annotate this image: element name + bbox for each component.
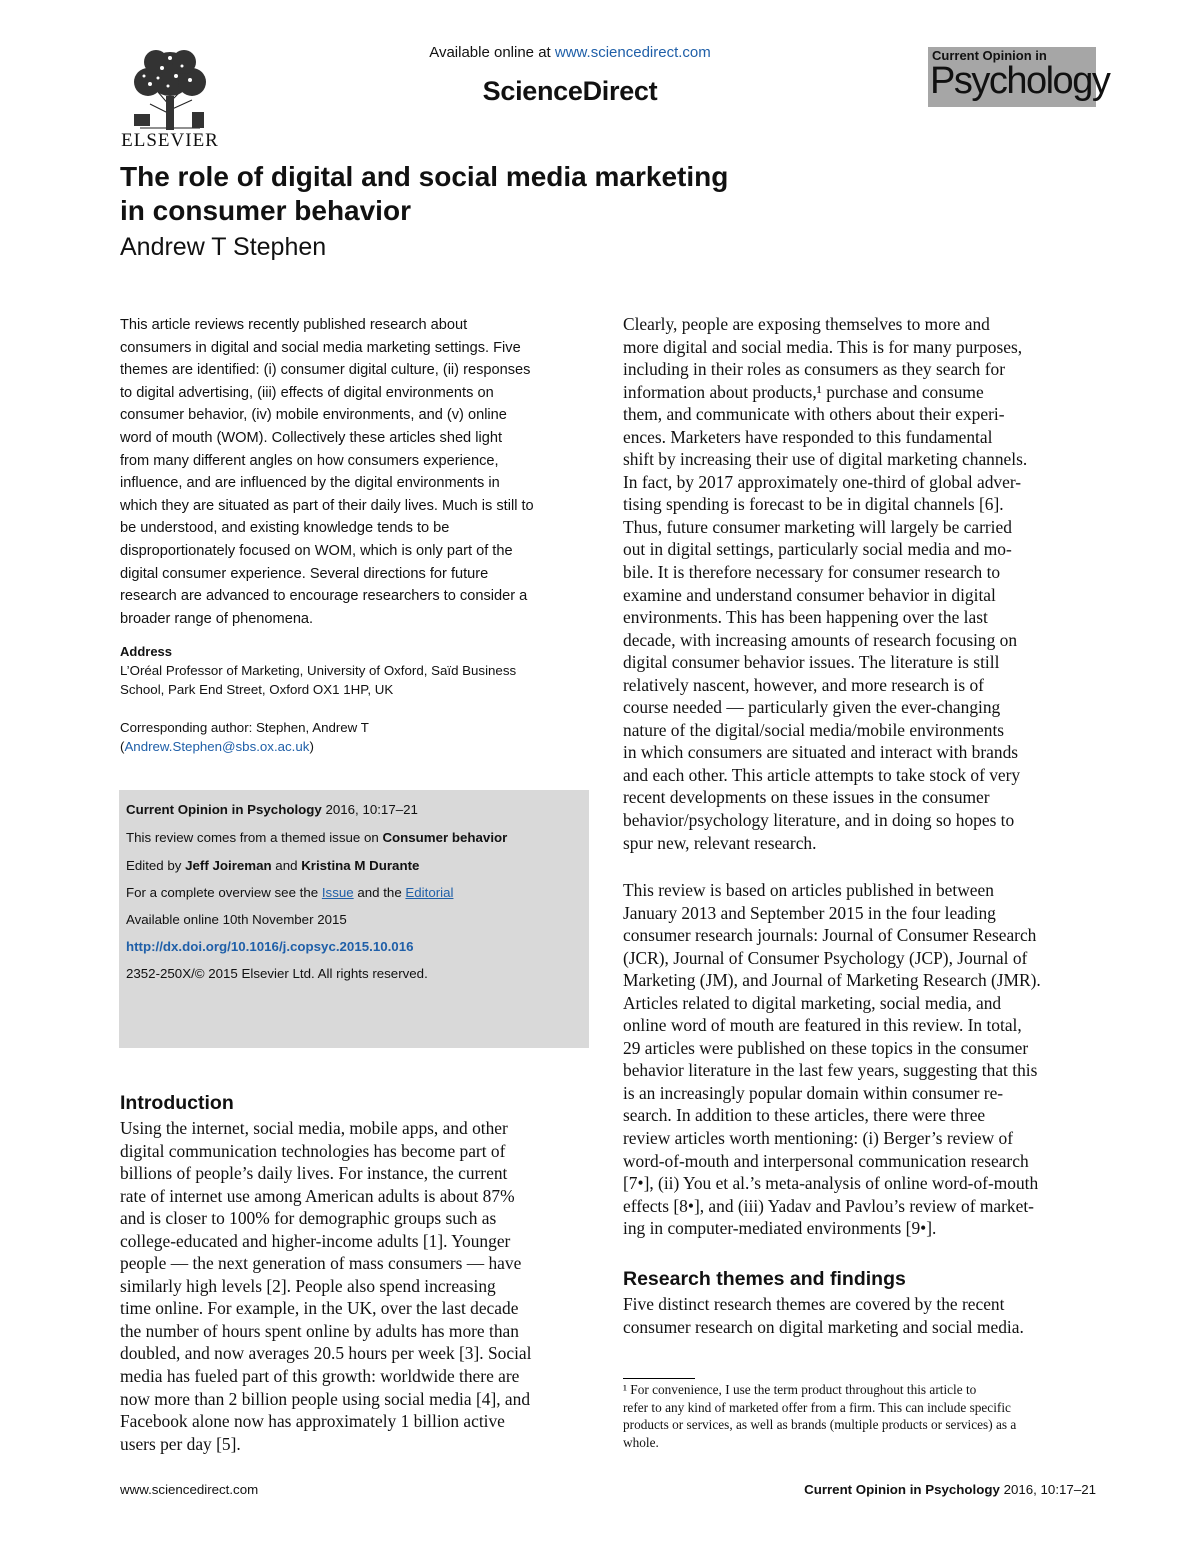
introduction-body [120,1117,590,1455]
address-line: L’Oréal Professor of Marketing, University of Oxford, Saïd Business [120,663,517,678]
article-author: Andrew T Stephen [120,233,327,261]
footnote-line: products or services, as well as brands (multiple products or services) as a [623,1417,1017,1432]
footnote [623,1381,1095,1451]
platform-name: ScienceDirect [482,76,658,106]
abstract-line: consumers in digital and social media marketing settings. Five [120,339,521,356]
doi-link[interactable]: http://dx.doi.org/10.1016/j.copsyc.2015.10.016 [126,939,414,954]
body-line: Clearly, people are exposing themselves to more and [623,314,990,334]
body-line: doubled, and now averages 20.5 hours per week [3]. Social [120,1343,532,1364]
body-line: including in their roles as consumers as they search for [623,359,1005,380]
themed-topic: Consumer behavior [382,830,508,845]
overview-row [126,885,453,900]
body-line: spur new, relevant research. [623,832,817,853]
themed-prefix: This review comes from a themed issue on [126,830,383,845]
body-line: time online. For example, in the UK, over the last decade [120,1298,519,1319]
body-line: course needed — particularly given the ever-changing [623,697,1001,718]
address-heading: Address [120,644,173,659]
body-line: environments. This has been happening over the last [623,607,988,628]
research-themes-body [623,1293,1095,1338]
corresponding-author [120,718,582,756]
editors-row [126,858,419,873]
publisher-name: ELSEVIER [121,130,219,151]
body-line: ences. Marketers have responded to this fundamental [623,426,993,447]
body-line: more digital and social media. This is for many purposes, [623,336,1023,357]
body-line: 29 articles were published on these topics in the consumer [623,1037,1029,1058]
body-line: consumer research journals: Journal of Consumer Research [623,925,1037,946]
body-line: Using the internet, social media, mobile apps, and other [120,1118,508,1138]
abstract-line: themes are identified: (i) consumer digital culture, (ii) responses [120,362,531,379]
body-line: media has fueled part of this growth: worldwide there are [120,1366,520,1387]
elsevier-tree-icon [120,44,220,132]
body-line: people — the next generation of mass consumers — have [120,1253,522,1274]
body-line: (JCR), Journal of Consumer Psychology (JCP), Journal of [623,947,1028,968]
paren-open: ( [120,739,125,754]
body-line: the number of hours spent online by adults has more than [120,1320,519,1341]
body-line: Articles related to digital marketing, social media, and [623,992,1002,1013]
abstract-line: digital consumer experience. Several directions for future [120,565,489,582]
corresponding-line: Corresponding author: Stephen, Andrew T [120,720,369,735]
body-paragraph-1 [623,313,1095,854]
body-line: online word of mouth are featured in this review. In total, [623,1015,1022,1036]
body-line: users per day [5]. [120,1433,241,1454]
footer-url[interactable]: www.sciencedirect.com [120,1482,259,1497]
overview-prefix: For a complete overview see the [126,885,322,900]
author-address [120,661,582,699]
title-line: in consumer behavior [120,195,411,226]
citation: 2016, 10:17–21 [321,802,418,817]
body-line: information about products,¹ purchase and consume [623,381,984,402]
body-line: search. In addition to these articles, there were three [623,1105,986,1126]
editorial-link[interactable]: Editorial [405,885,454,900]
address-line: School, Park End Street, Oxford OX1 1HP, UK [120,682,394,697]
body-line: billions of people’s daily lives. For instance, the current [120,1163,508,1184]
footer-citation [804,1482,1096,1497]
footer-journal: Current Opinion in Psychology [804,1482,1000,1497]
abstract-line: be understood, and existing knowledge tends to be [120,520,450,537]
body-line: behavior/psychology literature, and in doing so hopes to [623,810,1015,831]
journal-badge-top: Current Opinion in [932,48,1047,63]
edited-prefix: Edited by [126,858,186,873]
edited-and: and [271,858,302,873]
body-line: In fact, by 2017 approximately one-third of global adver- [623,471,1022,492]
body-line: examine and understand consumer behavior in digital [623,584,996,605]
body-line: January 2013 and September 2015 in the four leading [623,902,996,923]
author-email-link[interactable]: Andrew.Stephen@sbs.ox.ac.uk [124,739,310,754]
abstract-line: research are advanced to encourage researchers to consider a [120,588,528,605]
body-line: in which consumers are situated and interact with brands [623,742,1019,763]
footnote-line: ¹ For convenience, I use the term product throughout this article to [623,1382,977,1397]
abstract-line: to digital advertising, (iii) effects of digital environments on [120,384,494,401]
body-line: behavior literature in the last few years, suggesting that this [623,1060,1038,1081]
body-line: out in digital settings, particularly social media and mo- [623,539,1012,560]
body-line: review articles worth mentioning: (i) Berger’s review of [623,1128,1014,1149]
article-info-box [119,790,589,1048]
abstract-line: from many different angles on how consumers experience, [120,452,499,469]
corresponding-email-line [120,737,582,756]
body-line: effects [8•], and (iii) Yadav and Pavlou’s review of market- [623,1195,1034,1216]
body-line: digital consumer behavior issues. The literature is still [623,652,1000,673]
issue-link[interactable]: Issue [321,885,354,900]
body-line: word-of-mouth and interpersonal communication research [623,1150,1029,1171]
abstract-line: broader range of phenomena. [120,610,314,627]
available-prefix: Available online at [429,44,555,61]
body-line: ing in computer-mediated environments [9•]. [623,1218,937,1239]
themed-issue-row [126,830,507,845]
body-line: digital communication technologies has become part of [120,1140,506,1161]
body-line: nature of the digital/social media/mobile environments [623,719,1005,740]
footnote-divider [623,1378,695,1379]
abstract-line: This article reviews recently published research about [120,317,468,333]
body-line: now more than 2 billion people using social media [4], and [120,1388,531,1409]
elsevier-logo [120,44,220,150]
abstract [120,314,582,630]
abstract-line: disproportionately focused on WOM, which is only part of the [120,542,513,559]
body-line: Five distinct research themes are covered by the recent [623,1294,1005,1314]
footnote-line: whole. [623,1434,659,1450]
body-line: and each other. This article attempts to take stock of very [623,764,1021,785]
available-online [400,44,740,61]
research-themes-heading: Research themes and findings [623,1268,906,1290]
body-line: rate of internet use among American adults is about 87% [120,1185,515,1206]
sciencedirect-link[interactable]: www.sciencedirect.com [554,44,711,61]
copyright: 2352-250X/© 2015 Elsevier Ltd. All rights reserved. [126,966,428,981]
body-line: [7•], (ii) You et al.’s meta-analysis of online word-of-mouth [623,1173,1039,1194]
journal-badge [928,47,1110,107]
body-line: Thus, future consumer marketing will largely be carried [623,516,1012,537]
body-paragraph-2 [623,879,1095,1240]
title-line: The role of digital and social media marketing [120,161,729,192]
introduction-heading: Introduction [120,1092,234,1114]
journal-name: Current Opinion in Psychology [126,802,322,817]
abstract-line: influence, and are influenced by the digital environments in [120,475,500,492]
body-line: Facebook alone now has approximately 1 billion active [120,1411,505,1432]
body-line: relatively nascent, however, and more research is of [623,674,984,695]
body-line: This review is based on articles published in between [623,880,994,900]
journal-badge-main: Psychology [930,60,1110,102]
body-line: and is closer to 100% for demographic groups such as [120,1208,497,1229]
footer-citation-text: 2016, 10:17–21 [999,1482,1096,1497]
body-line: decade, with increasing amounts of research focusing on [623,629,1018,650]
editor-name: Jeff Joireman [185,858,272,873]
body-line: shift by increasing their use of digital marketing channels. [623,449,1028,470]
abstract-line: word of mouth (WOM). Collectively these articles shed light [120,429,503,446]
doi-row [126,939,414,954]
body-line: tising spending is forecast to be in digital channels [6]. [623,494,1004,515]
article-title [120,160,840,228]
body-line: Marketing (JM), and Journal of Marketing Research (JMR). [623,970,1041,991]
available-online-date: Available online 10th November 2015 [126,912,347,927]
overview-and: and the [353,885,406,900]
footnote-line: refer to any kind of marketed offer from a firm. This can include specific [623,1399,1011,1415]
body-line: consumer research on digital marketing and social media. [623,1316,1024,1337]
body-line: is an increasingly popular domain within consumer re- [623,1082,1004,1103]
body-line: them, and communicate with others about their experi- [623,404,1005,425]
body-line: similarly high levels [2]. People also spend increasing [120,1275,496,1296]
body-line: college-educated and higher-income adults [1]. Younger [120,1230,511,1251]
citation-row [126,802,418,817]
editor-name: Kristina M Durante [301,858,420,873]
paren-close: ) [309,739,314,754]
body-line: recent developments on these issues in the consumer [623,787,990,808]
body-line: bile. It is therefore necessary for consumer research to [623,562,1001,583]
abstract-line: which they are situated as part of their daily lives. Much is still to [120,497,534,514]
abstract-line: consumer behavior, (iv) mobile environments, and (v) online [120,407,507,424]
